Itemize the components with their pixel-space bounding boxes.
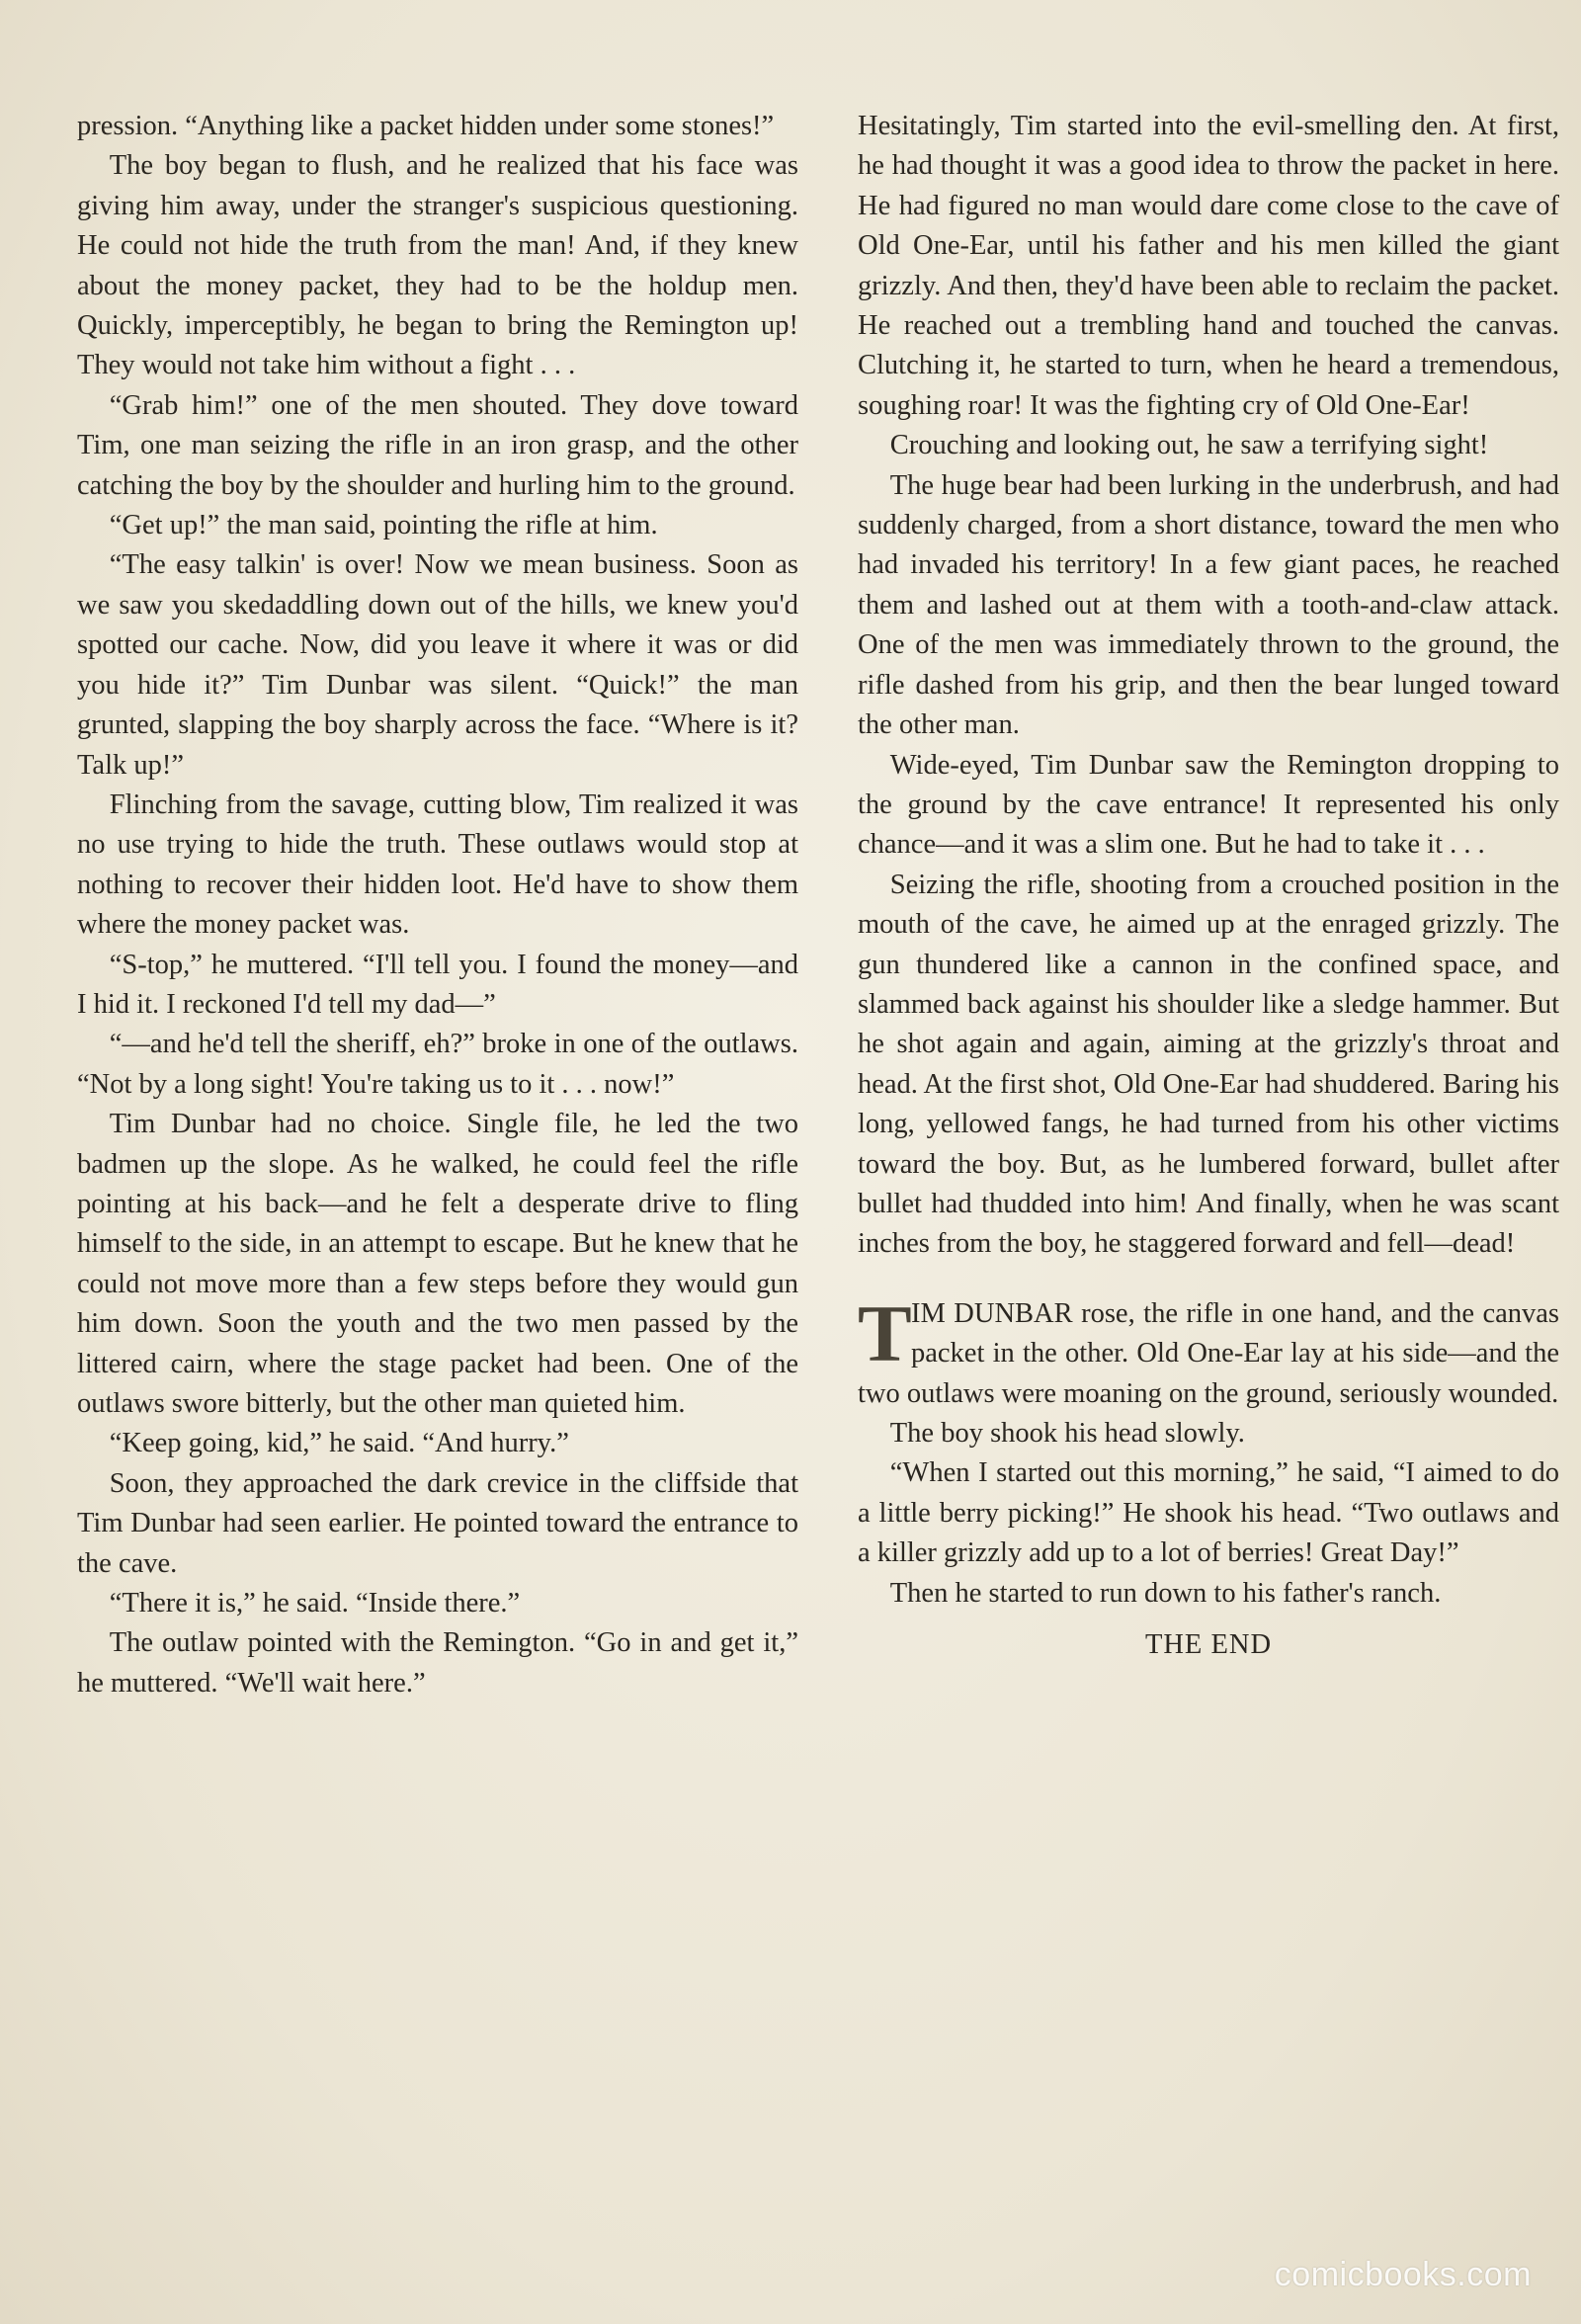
paragraph: “There it is,” he said. “Inside there.” — [109, 1588, 521, 1619]
paragraph: “When I started out this morning,” he said, “I aimed to do a little berry picking!” He shook his head. “Two outlaws and a killer grizzly add up to a lot of berries! Great Day!” — [858, 1457, 1559, 1569]
paragraph: Crouching and looking out, he saw a terrifying sight! — [889, 430, 1489, 461]
paragraph: “Get up!” the man said, pointing the rifle at him. — [109, 510, 658, 541]
paragraph: pression. “Anything like a packet hidden under some stones!” — [77, 111, 775, 141]
paragraph: “Keep going, kid,” he said. “And hurry.” — [109, 1428, 569, 1459]
paragraph: The boy shook his head slowly. — [889, 1418, 1245, 1449]
paragraph: Flinching from the savage, cutting blow, Tim realized it was no use trying to hide the truth. These outlaws would stop at nothing to recover their hidden loot. He'd have to show them where the money packet was. — [77, 788, 798, 941]
section-break — [858, 1265, 1559, 1294]
paragraph: Wide-eyed, Tim Dunbar saw the Remington dropping to the ground by the cave entrance! It represented his only chance—and it was a slim one. But he had to take it . . . — [858, 749, 1559, 861]
paragraph: “—and he'd tell the sheriff, eh?” broke in one of the outlaws. “Not by a long sight! You're taking us to it . . . now!” — [77, 1029, 798, 1100]
paragraph: Seizing the rifle, shooting from a crouched position in the mouth of the cave, he aimed up at the enraged grizzly. The gun thundered like a cannon in the confined space, and slammed back against his shoulder like a sledge hammer. But he shot again and again, aiming at the grizzly's throat and head. At the first shot, Old One-Ear had shuddered. Baring his long, yellowed fangs, he had turned from his other victims toward the boy. But, as he lumbered forward, bullet after bullet had thudded into him! And finally, when he was scant inches from the boy, he staggered forward and fell—dead! — [858, 869, 1559, 1260]
section-opening-text: IM DUNBAR rose, the rifle in one hand, and the canvas packet in the other. Old One-Ear lay at his side—and the two outlaws were moaning on the ground, seriously wounded. — [858, 1297, 1559, 1409]
paragraph: Then he started to run down to his father's ranch. — [889, 1577, 1442, 1609]
left-column — [77, 107, 798, 1703]
paragraph: “The easy talkin' is over! Now we mean business. Soon as we saw you skedaddling down out of the hills, we knew you'd spotted our cache. Now, did you leave it where it was or did you hide it?” Tim Dunbar was silent. “Quick!” the man grunted, slapping the boy sharply across the face. “Where is it? Talk up!” — [77, 549, 798, 781]
paragraph: Soon, they approached the dark crevice in the cliffside that Tim Dunbar had seen earlier. He pointed toward the entrance to the cave. — [77, 1467, 798, 1579]
paragraph: The outlaw pointed with the Remington. “Go in and get it,” he muttered. “We'll wait here.” — [77, 1627, 798, 1699]
paragraph: Hesitatingly, Tim started into the evil-smelling den. At first, he had thought it was a good idea to throw the packet in here. He had figured no man would dare come close to the cave of Old One-Ear, until his father and his men killed the giant grizzly. And then, they'd have been able to reclaim the packet. He reached out a trembling hand and touched the canvas. Clutching it, he started to turn, when he heard a tremendous, soughing roar! It was the fighting cry of Old One-Ear! — [858, 111, 1559, 421]
paragraph: The boy began to flush, and he realized that his face was giving him away, under the stranger's suspicious questioning. He could not hide the truth from the man! And, if they knew about the money packet, they had to be the holdup men. Quickly, imperceptibly, he began to bring the Remington up! They would not take him without a fight . . . — [77, 150, 798, 381]
paragraph: Tim Dunbar had no choice. Single file, he led the two badmen up the slope. As he walked, he could feel the rifle pointing at his back—and he felt a desperate drive to fling himself to the side, in an attempt to escape. But he knew that he could not move more than a few steps before they would gun him down. Soon the youth and the two men passed by the littered cairn, where the stage packet had been. One of the outlaws swore bitterly, but the other man quieted him. — [77, 1109, 798, 1419]
right-column — [858, 107, 1559, 1665]
section-opening-paragraph — [858, 1287, 1559, 1414]
paragraph: “S-top,” he muttered. “I'll tell you. I found the money—and I hid it. I reckoned I'd tell my dad—” — [77, 949, 798, 1020]
paragraph: “Grab him!” one of the men shouted. They dove toward Tim, one man seizing the rifle in an iron grasp, and the other catching the boy by the shoulder and hurling him to the ground. — [77, 389, 798, 501]
paragraph: The huge bear had been lurking in the underbrush, and had suddenly charged, from a short distance, toward the men who had invaded his territory! In a few giant paces, he reached them and lashed out at them with a tooth-and-claw attack. One of the men was immediately thrown to the ground, the rifle dashed from his grip, and then the bear lunged toward the other man. — [858, 469, 1559, 741]
the-end-label: THE END — [1144, 1629, 1273, 1661]
drop-cap: T — [858, 1287, 912, 1378]
site-watermark: comicbooks.com — [1274, 2256, 1532, 2293]
